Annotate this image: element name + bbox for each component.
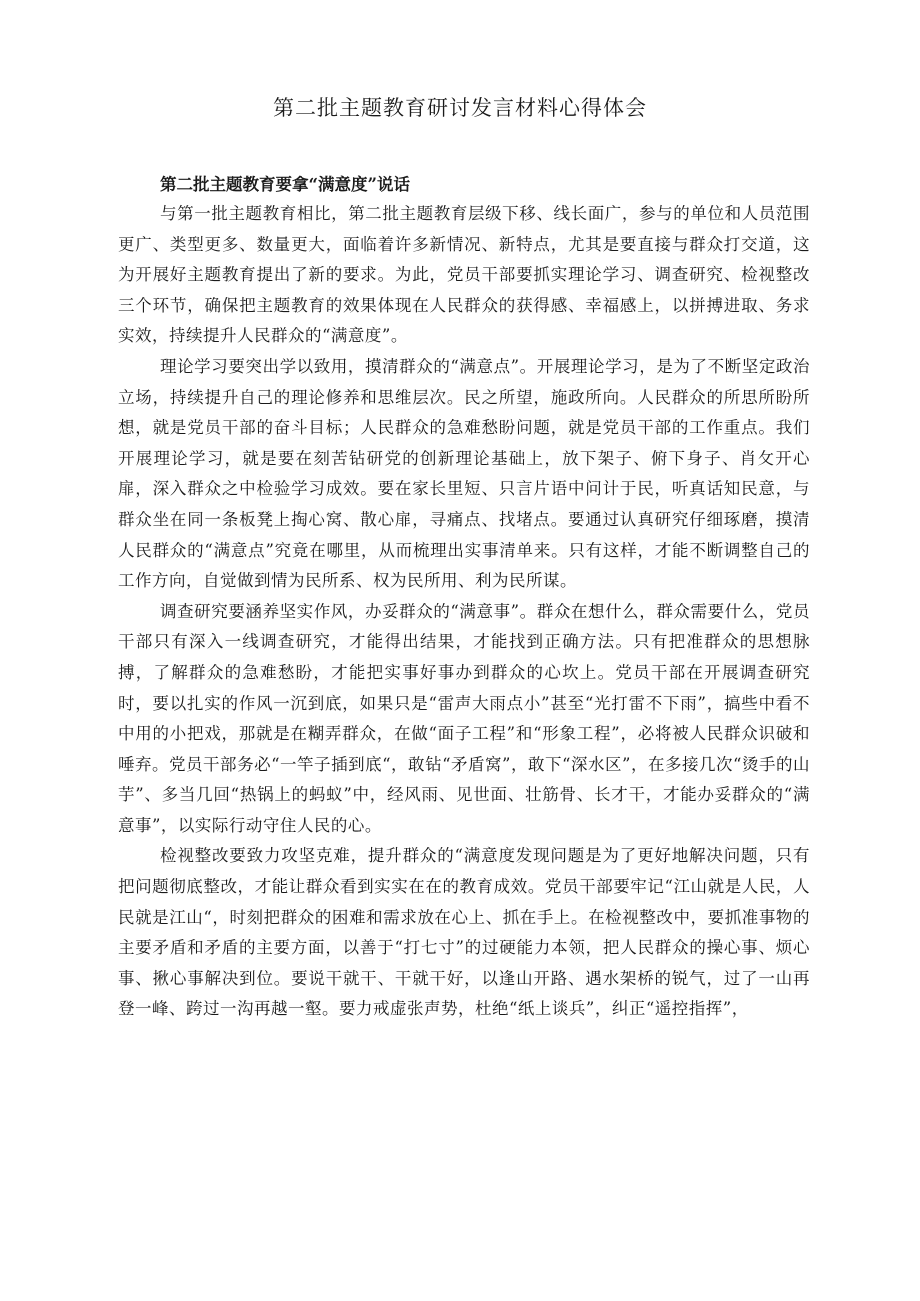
paragraph-investigation: 调查研究要涵养坚实作风，办妥群众的“满意事”。群众在想什么，群众需要什么，党员干部只有深入一线调查研究，才能得出结果，才能找到正确方法。只有把准群众的思想脉搏，了解群众的急难愁盼，才能把实事好事办到群众的心坎上。党员干部在开展调查研究时，要以扎实的作风一沉到底，如果只是“雷声大雨点小”甚至“光打雷不下雨”，搞些中看不中用的小把戏，那就是在糊弄群众，在做“面子工程”和“形象工程”，必将被人民群众识破和唾弃。党员干部务必“一竿子插到底“，敢钻“矛盾窝”，敢下“深水区”，在多接几次“烫手的山芋”、多当几回“热锅上的蚂蚁”中，经风雨、见世面、壮筋骨、长才干，才能办妥群众的“满意事”，以实际行动守住人民的心。 (118, 601, 810, 835)
document-body (118, 170, 810, 1025)
section-heading: 第二批主题教育要拿“满意度”说话 (160, 175, 410, 194)
paragraph-intro: 与第一批主题教育相比，第二批主题教育层级下移、线长面广，参与的单位和人员范围更广、类型更多、数量更大，面临着许多新情况、新特点，尤其是要直接与群众打交道，这为开展好主题教育提出了新的要求。为此，党员干部要抓实理论学习、调查研究、检视整改三个环节，确保把主题教育的效果体现在人民群众的获得感、幸福感上，以拼搏进取、务求实效，持续提升人民群众的“满意度”。 (118, 204, 810, 346)
paragraph-rectification: 检视整改要致力攻坚克难，提升群众的“满意度发现问题是为了更好地解决问题，只有把问题彻底整改，才能让群众看到实实在在的教育成效。党员干部要牢记“江山就是人民，人民就是江山“，时刻把群众的困难和需求放在心上、抓在手上。在检视整改中，要抓准事物的主要矛盾和矛盾的主要方面，以善于“打七寸”的过硬能力本领，把人民群众的操心事、烦心事、揪心事解决到位。要说干就干、干就干好，以逢山开路、遇水架桥的锐气，过了一山再登一峰、跨过一沟再越一壑。要力戒虚张声势，杜绝“纸上谈兵”，纠正“遥控指挥”， (118, 846, 810, 1019)
paragraph-theory-study: 理论学习要突出学以致用，摸清群众的“满意点”。开展理论学习，是为了不断坚定政治立场，持续提升自己的理论修养和思维层次。民之所望，施政所向。人民群众的所思所盼所想，就是党员干部的奋斗目标；人民群众的急难愁盼问题，就是党员干部的工作重点。我们开展理论学习，就是要在刻苦钻研党的创新理论基础上，放下架子、俯下身子、肖攵开心扉，深入群众之中检验学习成效。要在家长里短、只言片语中问计于民，听真话知民意，与群众坐在同一条板凳上掏心窝、散心扉，寻痛点、找堵点。要通过认真研究仔细琢磨，摸清人民群众的“满意点”究竟在哪里，从而梳理出实事清单来。只有这样，才能不断调整自己的工作方向，自觉做到情为民所系、权为民所用、利为民所谋。 (118, 356, 810, 591)
document-title: 第二批主题教育研讨发言材料心得体会 (273, 96, 647, 120)
